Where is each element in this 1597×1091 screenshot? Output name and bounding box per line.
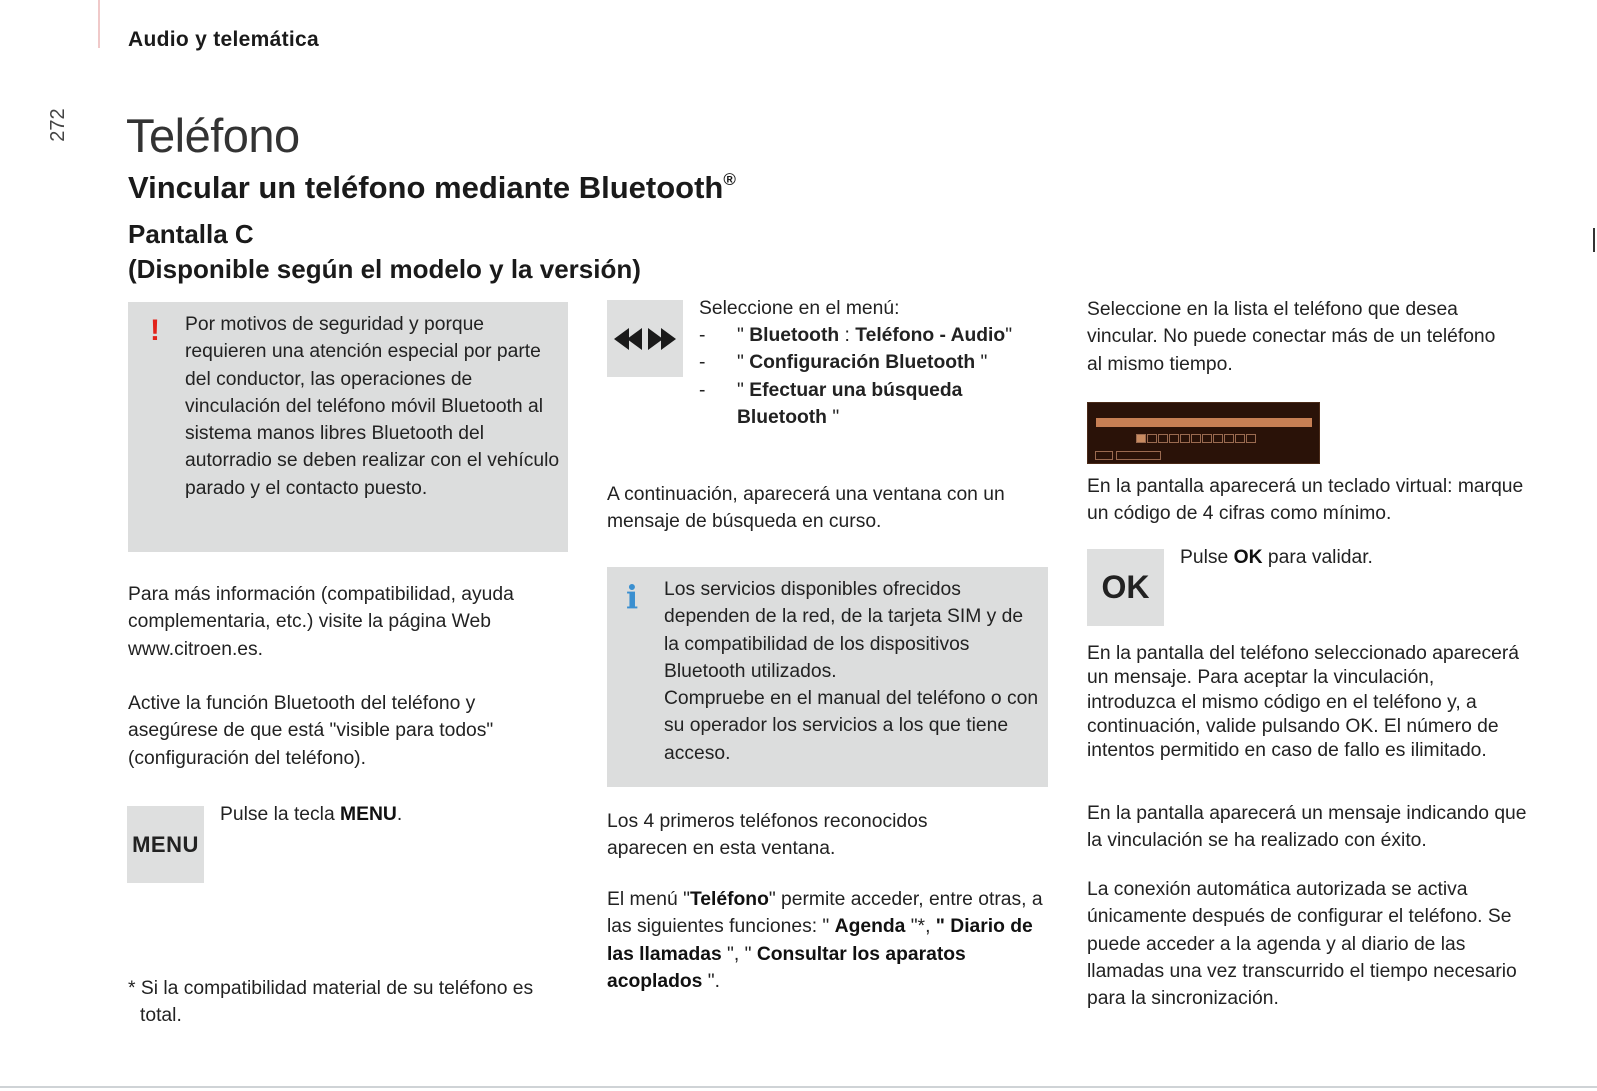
keyboard-paragraph: En la pantalla aparecerá un teclado virtual: marque un código de 4 cifras como mínimo. <box>1087 476 1524 525</box>
header-side-rule <box>98 0 100 48</box>
pairing-paragraph: En la pantalla del teléfono seleccionado aparecerá un mensaje. Para aceptar la vinculación, introduzca el mismo código en el teléfono y, a continuación, valide pulsando OK. El número de intentos permitido en caso de fallo es ilimitado. <box>1087 643 1519 762</box>
right-edge-mark <box>1593 228 1595 252</box>
registered-mark: ® <box>723 170 736 189</box>
rewind-forward-icon <box>613 324 677 354</box>
menu-path-item: - " Efectuar una búsqueda Bluetooth " <box>699 379 963 428</box>
menu-path-item: - " Configuración Bluetooth " <box>699 352 988 374</box>
page-number: 272 <box>47 108 69 142</box>
screen-key-row <box>1136 434 1256 443</box>
virtual-keyboard-screen <box>1087 402 1320 464</box>
info-box-text <box>664 576 1042 767</box>
press-ok-text: Pulse OK para validar. <box>1180 547 1373 568</box>
select-menu-intro: Seleccione en el menú: <box>699 298 900 319</box>
info-icon: i <box>626 578 639 616</box>
activate-paragraph: Active la función Bluetooth del teléfono y asegúrese de que está "visible para todos" (configuración del teléfono). <box>128 693 494 769</box>
info-text-check: Compruebe en el manual del teléfono o con su operador los servicios a los que tiene acceso. <box>664 688 1039 764</box>
menu-path-item: - " Bluetooth : Teléfono - Audio" <box>699 325 1013 346</box>
screen-delete-key <box>1116 451 1161 460</box>
screen-ok-key <box>1095 451 1113 460</box>
first-phones-paragraph: Los 4 primeros teléfonos reconocidos aparecen en esta ventana. <box>607 811 928 860</box>
screen-input-bar <box>1096 418 1312 427</box>
main-heading: Vincular un teléfono mediante Bluetooth® <box>128 170 736 205</box>
press-menu-text: Pulse la tecla MENU. <box>220 804 403 825</box>
section-label: Audio y telemática <box>128 28 319 51</box>
subheading-screen: Pantalla C <box>128 219 254 249</box>
ok-key-button <box>1087 549 1164 626</box>
ok-key-label: OK <box>1101 569 1150 605</box>
bottom-rule <box>0 1086 1597 1088</box>
menu-key-label: MENU <box>132 831 199 857</box>
success-paragraph: En la pantalla aparecerá un mensaje indicando que la vinculación se ha realizado con éxito. <box>1087 803 1527 852</box>
phone-menu-paragraph: El menú "Teléfono" permite acceder, entre otras, a las siguientes funciones: " Agenda "*, " Diario de las llamadas ", " Consultar los aparatos acoplados ". <box>607 889 1043 992</box>
select-phone-paragraph: Seleccione en la lista el teléfono que desea vincular. No puede conectar más de un teléfono al mismo tiempo. <box>1087 299 1496 375</box>
menu-key-button <box>127 806 204 883</box>
exclamation-icon: ! <box>150 314 160 347</box>
footnote: * Si la compatibilidad material de su teléfono es total. <box>128 978 534 1027</box>
navigation-key-button <box>607 300 683 377</box>
menu-path-list <box>699 322 1044 431</box>
page-title: Teléfono <box>126 109 300 162</box>
warning-text: Por motivos de seguridad y porque requieren una atención especial por parte del conductor, las operaciones de vinculación del teléfono móvil Bluetooth al sistema manos libres Bluetooth del autorradio se deben realizar con el vehículo parado y el contacto puesto. <box>185 314 560 499</box>
search-paragraph: A continuación, aparecerá una ventana con un mensaje de búsqueda en curso. <box>607 484 1005 533</box>
info-paragraph: Para más información (compatibilidad, ayuda complementaria, etc.) visite la página Web www.citroen.es. <box>128 584 514 660</box>
info-text-services: Los servicios disponibles ofrecidos dependen de la red, de la tarjeta SIM y de la compatibilidad de los dispositivos Bluetooth utilizados. <box>664 579 1024 682</box>
auto-connection-paragraph: La conexión automática autorizada se activa únicamente después de configurar el teléfono. Se puede acceder a la agenda y al diario de las llamadas una vez transcurrido el tiempo necesario para la sincronización. <box>1087 879 1517 1010</box>
subheading-availability: (Disponible según el modelo y la versión) <box>128 254 641 284</box>
